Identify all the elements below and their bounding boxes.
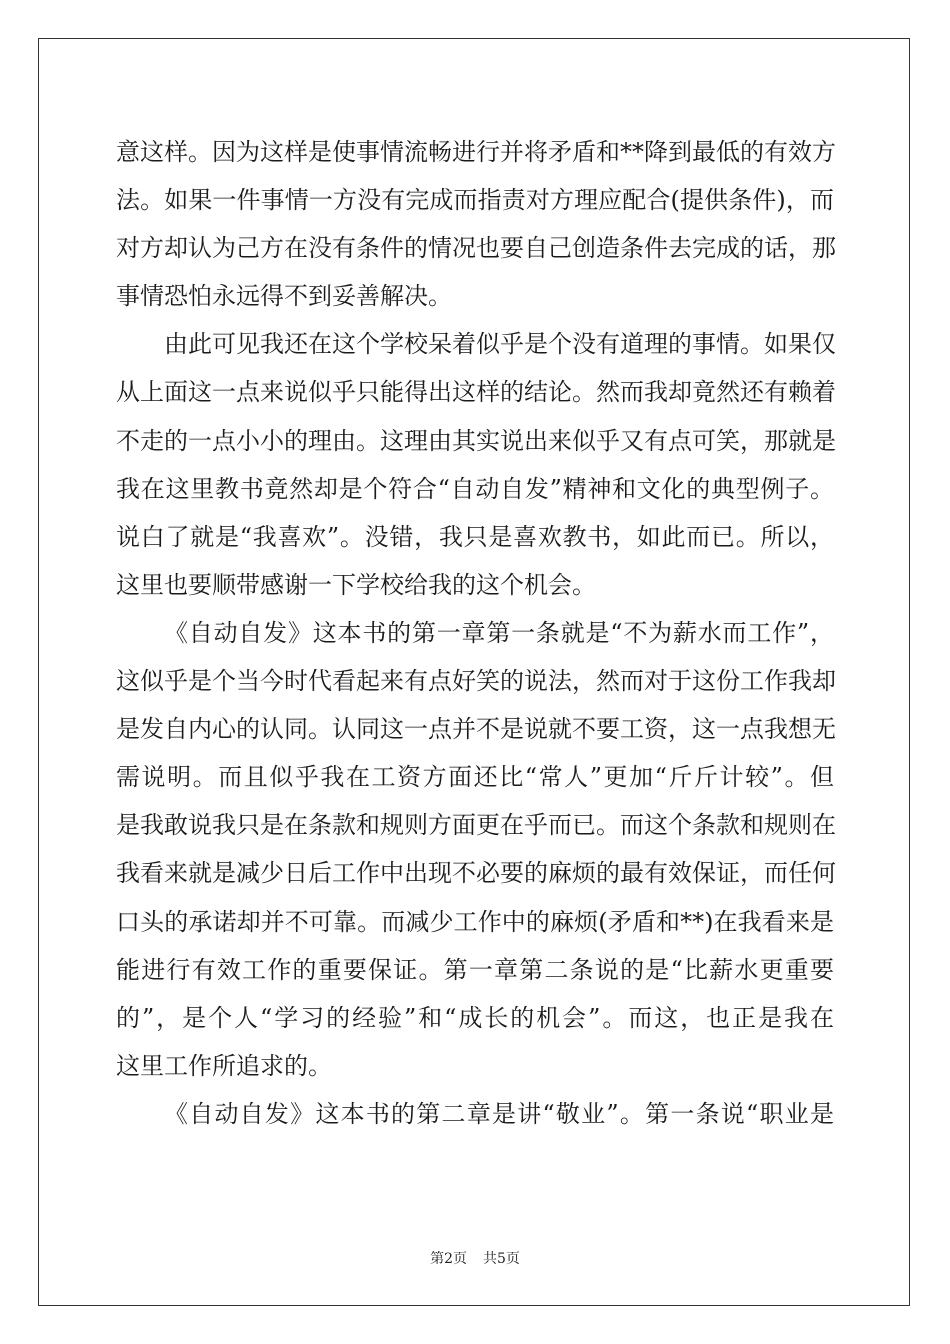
text-line: 需说明。而且似乎我在工资方面还比“常人”更加“斤斤计较”。但	[116, 763, 834, 792]
text-line: 法。如果一件事情一方没有完成而指责对方理应配合(提供条件)，而	[116, 186, 834, 215]
text-line: 我在这里教书竟然却是个符合“自动自发”精神和文化的典型例子。	[116, 474, 834, 503]
page-number: 第2页	[430, 1251, 467, 1267]
text-line: 说白了就是“我喜欢”。没错，我只是喜欢教书，如此而已。所以，	[116, 522, 834, 551]
text-line: 这里工作所追求的。	[116, 1051, 332, 1080]
page-total: 共5页	[483, 1251, 520, 1267]
text-line: 《自动自发》这本书的第二章是讲“敬业”。第一条说“职业是	[164, 1099, 834, 1128]
text-line: 口头的承诺却并不可靠。而减少工作中的麻烦(矛盾和**)在我看来是	[116, 907, 834, 936]
text-line: 《自动自发》这本书的第一章第一条就是“不为薪水而工作”，	[164, 618, 834, 647]
text-line: 这似乎是个当今时代看起来有点好笑的说法，然而对于这份工作我却	[116, 667, 836, 696]
text-line: 不走的一点小小的理由。这理由其实说出来似乎又有点可笑，那就是	[116, 426, 836, 455]
text-line: 是我敢说我只是在条款和规则方面更在乎而已。而这个条款和规则在	[116, 811, 836, 840]
text-line: 是发自内心的认同。认同这一点并不是说就不要工资，这一点我想无	[116, 715, 836, 744]
text-line: 的”，是个人“学习的经验”和“成长的机会”。而这，也正是我在	[116, 1003, 834, 1032]
text-line: 能进行有效工作的重要保证。第一章第二条说的是“比薪水更重要	[116, 955, 834, 984]
page-footer	[0, 1248, 950, 1268]
text-line: 从上面这一点来说似乎只能得出这样的结论。然而我却竟然还有赖着	[116, 378, 836, 407]
text-line: 意这样。因为这样是使事情流畅进行并将矛盾和**降到最低的有效方	[116, 138, 836, 166]
text-line: 事情恐怕永远得不到妥善解决。	[116, 282, 452, 311]
text-line: 我看来就是减少日后工作中出现不必要的麻烦的最有效保证，而任何	[116, 859, 836, 888]
document-body	[116, 128, 834, 1138]
text-line: 对方却认为己方在没有条件的情况也要自己创造条件去完成的话，那	[116, 234, 836, 263]
text-line: 这里也要顺带感谢一下学校给我的这个机会。	[116, 570, 596, 599]
text-line: 由此可见我还在这个学校呆着似乎是个没有道理的事情。如果仅	[164, 330, 836, 359]
